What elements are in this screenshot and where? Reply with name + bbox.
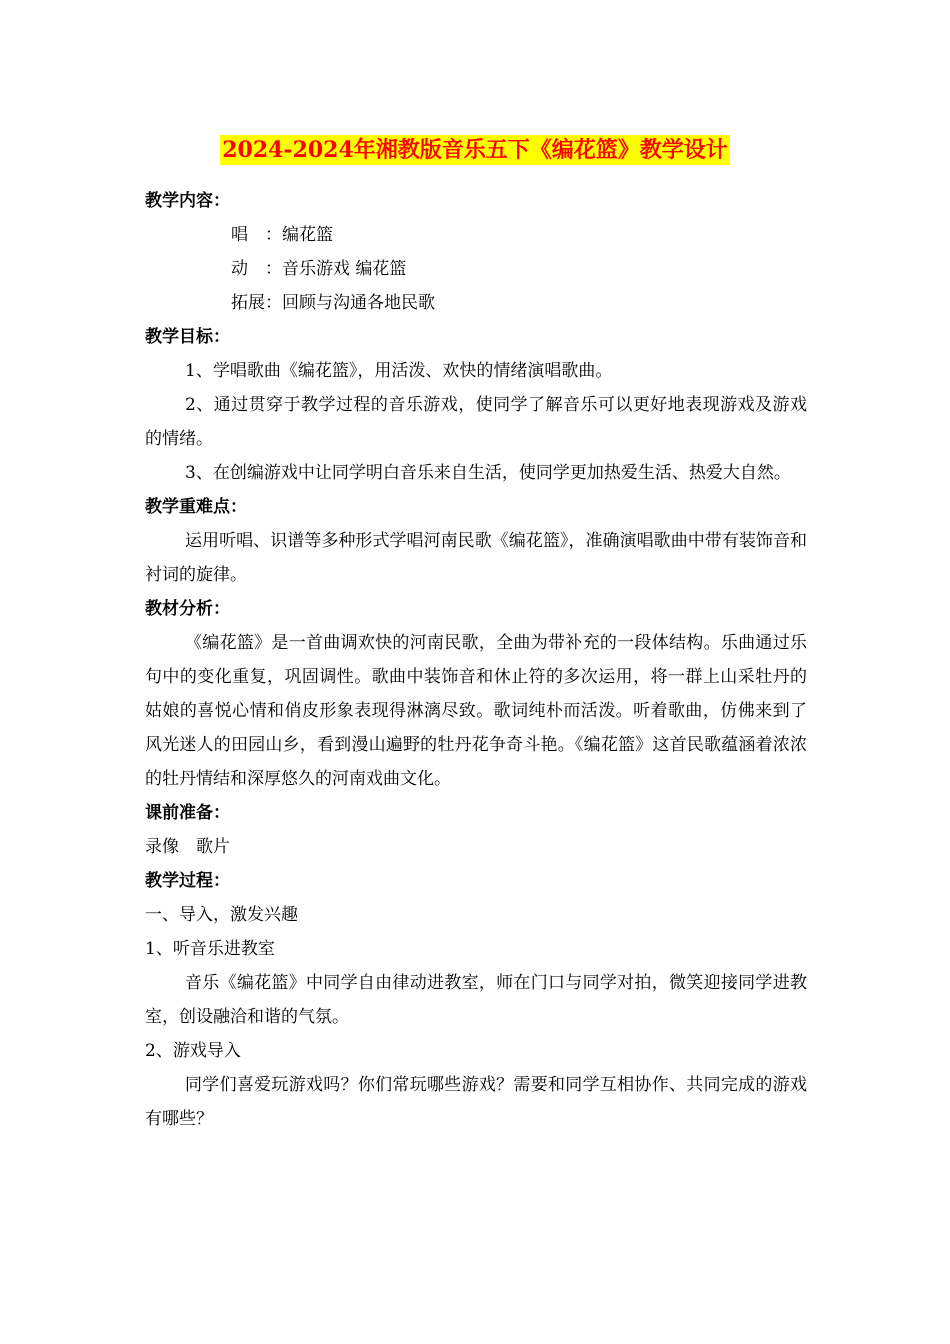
goal-item-1: 1、学唱歌曲《编花篮》，用活泼、欢快的情绪演唱歌曲。: [185, 361, 613, 381]
section-heading-analysis: 教材分析：: [145, 599, 230, 619]
process-step-2-text: 同学们喜爱玩游戏吗？你们常玩哪些游戏？需要和同学互相协作、共同完成的游戏有哪些？: [145, 1075, 807, 1129]
title-container: [0, 135, 950, 165]
goal-item-2: 2、通过贯穿于教学过程的音乐游戏，使同学了解音乐可以更好地表现游戏及游戏的情绪。: [145, 395, 807, 449]
process-step-1: 1、听音乐进教室: [145, 939, 275, 959]
section-heading-goals: 教学目标：: [145, 327, 230, 347]
section-heading-process: 教学过程：: [145, 871, 230, 891]
analysis-text: 《编花篮》是一首曲调欢快的河南民歌，全曲为带补充的一段体结构。乐曲通过乐句中的变化重复，巩固调性。歌曲中装饰音和休止符的多次运用，将一群上山采牡丹的姑娘的喜悦心情和俏皮形象表现得淋漓尽致。歌词纯朴而活泼。听着歌曲，仿佛来到了风光迷人的田园山乡，看到漫山遍野的牡丹花争奇斗艳。《编花篮》这首民歌蕴涵着浓浓的牡丹情结和深厚悠久的河南戏曲文化。: [145, 633, 807, 789]
process-part-1: 一、导入，激发兴趣: [145, 905, 298, 925]
section-heading-key-points: 教学重难点：: [145, 497, 247, 517]
section-heading-content: 教学内容：: [145, 191, 230, 211]
content-item-sing: 唱 ：编花篮: [231, 225, 333, 245]
document-title: 2024-2024年湘教版音乐五下《编花篮》教学设计: [222, 137, 728, 163]
preparation-text: 录像 歌片: [145, 837, 230, 857]
document-body: [145, 184, 807, 1136]
key-points-text: 运用听唱、识谱等多种形式学唱河南民歌《编花篮》，准确演唱歌曲中带有装饰音和衬词的旋律。: [145, 531, 807, 585]
process-step-2: 2、游戏导入: [145, 1041, 241, 1061]
section-heading-preparation: 课前准备：: [145, 803, 230, 823]
content-item-move: 动 ：音乐游戏 编花篮: [231, 259, 407, 279]
process-step-1-text: 音乐《编花篮》中同学自由律动进教室，师在门口与同学对拍，微笑迎接同学进教室，创设融洽和谐的气氛。: [145, 973, 807, 1027]
content-item-extend: 拓展：回顾与沟通各地民歌: [231, 293, 435, 313]
goal-item-3: 3、在创编游戏中让同学明白音乐来自生活，使同学更加热爱生活、热爱大自然。: [185, 463, 791, 483]
